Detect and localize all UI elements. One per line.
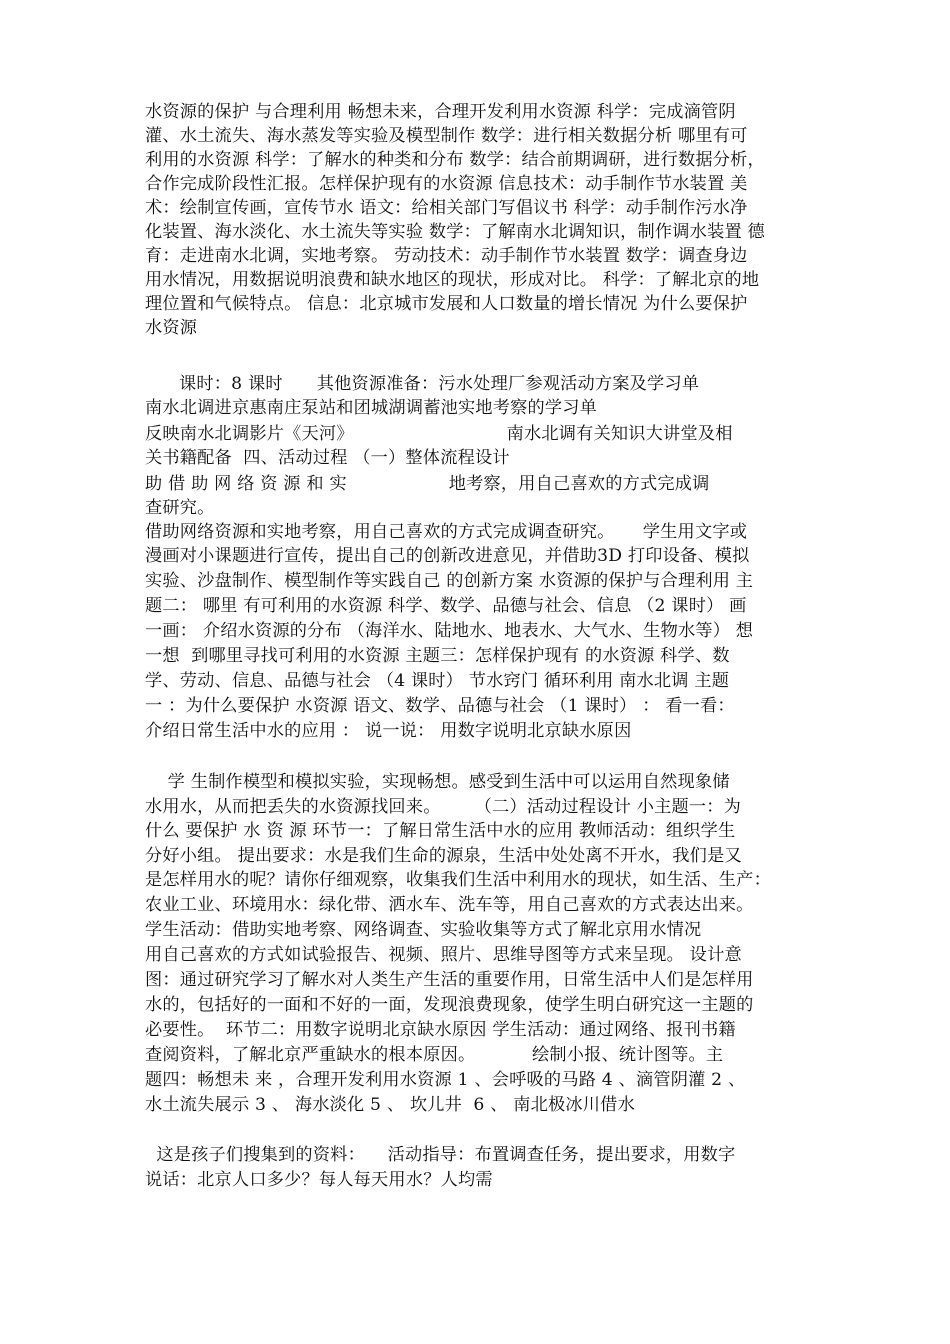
text-line: 水资源的保护 与合理利用 畅想未来，合理开发利用水资源 科学：完成滴管阴 (145, 102, 736, 122)
text-line: 学、劳动、信息、品德与社会 （4 课时） 节水窍门 循环利用 南水北调 主题 (145, 671, 730, 691)
text-line: 利用的水资源 科学：了解水的种类和分布 数学：结合前期调研，进行数据分析， (145, 150, 765, 170)
text-line: 题四：畅想未 来 ，合理开发利用水资源 1 、会呼吸的马路 4 、滴管阴灌 2 、 (145, 1070, 746, 1090)
text-line: 理位置和气候特点。 信息：北京城市发展和人口数量的增长情况 为什么要保护 (145, 294, 748, 314)
text-line: 题二： 哪里 有可利用的水资源 科学、数学、品德与社会、信息 （2 课时） 画 (145, 596, 747, 616)
text-line: 查阅资料，了解北京严重缺水的根本原因。 绘制小报、统计图等。主 (145, 1045, 724, 1065)
text-line: 合作完成阶段性汇报。怎样保护现有的水资源 信息技术：动手制作节水装置 美 (145, 174, 748, 194)
text-line: 学生活动：借助实地考察、网络调查、实验收集等方式了解北京用水情况 (145, 920, 702, 940)
text-line: 南水北调进京惠南庄泵站和团城湖调蓄池实地考察的学习单 (145, 398, 598, 418)
text-line: 灌、水土流失、海水蒸发等实验及模型制作 数学：进行相关数据分析 哪里有可 (145, 126, 748, 146)
text-line: 反映南水北调影片《天河》 南水北调有关知识大讲堂及相 (145, 424, 733, 444)
text-line: 水土流失展示 3 、 海水淡化 5 、 坎儿井 6 、 南北极冰川借水 (145, 1095, 635, 1115)
text-line: 实验、沙盘制作、模型制作等实践自己 的创新方案 水资源的保护与合理利用 主 (145, 571, 754, 591)
text-line: 分好小组。 提出要求：水是我们生命的源泉，生活中处处离不开水，我们是又 (145, 846, 742, 866)
text-line: 图：通过研究学习了解水对人类生产生活的重要作用，日常生活中人们是怎样用 (145, 970, 754, 990)
text-line: 必要性。 环节二：用数字说明北京缺水原因 学生活动：通过网络、报刊书籍 (145, 1020, 736, 1040)
text-line: 漫画对小课题进行宣传，提出自己的创新改进意见，并借助3D 打印设备、模拟 (145, 546, 750, 566)
text-line: 水用水，从而把丢失的水资源找回来。 （二）活动过程设计 小主题一：为 (145, 797, 742, 817)
text-line: 用自己喜欢的方式如试验报告、视频、照片、思维导图等方式来呈现。 设计意 (145, 945, 742, 965)
text-line: 学 生制作模型和模拟实验，实现畅想。感受到生活中可以运用自然现象储 (145, 772, 730, 792)
text-line: 用水情况，用数据说明浪费和缺水地区的现状，形成对比。 科学：了解北京的地 (145, 270, 760, 290)
text-line: 课时：8 课时 其他资源准备：污水处理厂参观活动方案及学习单 (145, 374, 700, 394)
text-line: 农业工业、环境用水：绿化带、洒水车、洗车等，用自己喜欢的方式表达出来。 (145, 895, 754, 915)
text-line: 借助网络资源和实地考察，用自己喜欢的方式完成调查研究。 学生用文字或 (145, 522, 748, 542)
text-line: 这是孩子们搜集到的资料： 活动指导：布置调查任务，提出要求，用数字 (145, 1145, 736, 1165)
text-line: 介绍日常生活中水的应用 ： 说一说： 用数字说明北京缺水原因 (145, 721, 632, 741)
text-line: 说话：北京人口多少？每人每天用水？人均需 (145, 1170, 493, 1190)
text-line: 什么 要保护 水 资 源 环节一：了解日常生活中水的应用 教师活动：组织学生 (145, 821, 736, 841)
text-line: 助 借 助 网 络 资 源 和 实 地考察，用自己喜欢的方式完成调 (145, 474, 710, 494)
text-line: 术：绘制宣传画，宣传节水 语文：给相关部门写倡议书 科学：动手制作污水净 (145, 198, 748, 218)
text-line: 一 ：为什么要保护 水资源 语文、数学、品德与社会 （1 课时） ： 看一看： (145, 696, 735, 716)
text-line: 水的，包括好的一面和不好的一面，发现浪费现象，使学生明白研究这一主题的 (145, 995, 754, 1015)
text-line: 化装置、海水淡化、水土流失等实验 数学：了解南水北调知识，制作调水装置 德 (145, 222, 765, 242)
text-line: 水资源 (145, 318, 198, 338)
text-line: 育：走进南水北调，实地考察。 劳动技术：动手制作节水装置 数学：调查身边 (145, 246, 748, 266)
text-line: 是怎样用水的呢？请你仔细观察，收集我们生活中利用水的现状，如生活、生产： (145, 870, 771, 890)
text-line: 一想 到哪里寻找可利用的水资源 主题三：怎样保护现有 的水资源 科学、数 (145, 646, 730, 666)
text-line: 关书籍配备 四、活动过程 （一）整体流程设计 (145, 448, 510, 468)
text-line: 一画： 介绍水资源的分布 （海洋水、陆地水、地表水、大气水、生物水等） 想 (145, 621, 754, 641)
text-line: 查研究。 (145, 498, 215, 518)
